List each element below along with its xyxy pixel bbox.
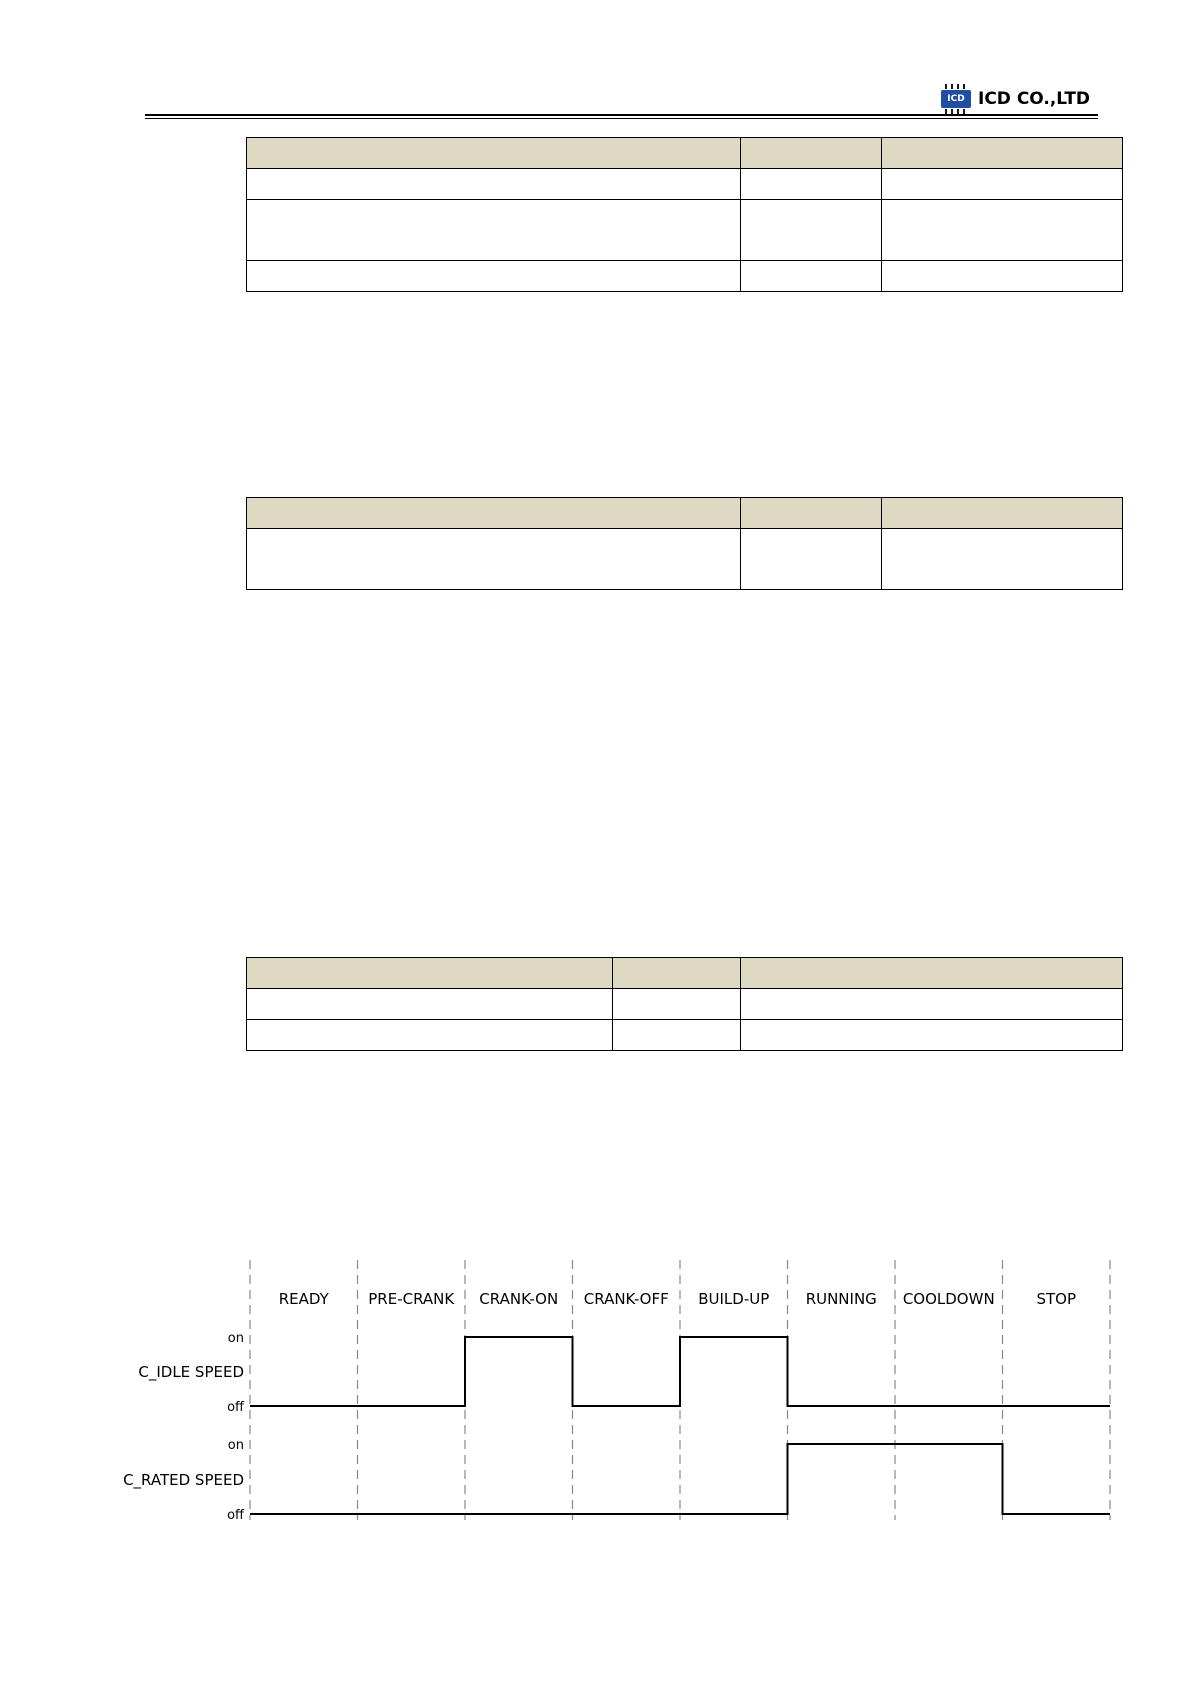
state-label: READY [278,1290,329,1308]
table-cell [882,529,1123,590]
table-cell [247,261,741,292]
table-cell [741,261,882,292]
table-header-cell [882,138,1123,169]
timing-diagram [0,1240,1190,1530]
state-label: CRANK-ON [479,1290,559,1308]
table-cell [247,1020,613,1051]
table-cell [247,200,741,261]
table-header-cell [247,958,613,989]
table-cell [882,169,1123,200]
header-rule-bottom [145,118,1098,119]
table-header-cell [613,958,741,989]
table-cell [741,1020,1123,1051]
spec-table-2 [246,497,1123,590]
table-row [247,989,1123,1020]
state-label: BUILD-UP [698,1290,770,1308]
spec-table-1 [246,137,1123,292]
signal-name: C_RATED SPEED [123,1471,244,1489]
table-cell [613,989,741,1020]
company-logo [938,84,1090,114]
table-header-row [247,958,1123,989]
table-row [247,1020,1123,1051]
table-row [247,169,1123,200]
state-label: COOLDOWN [902,1290,995,1308]
state-label: PRE-CRANK [368,1290,455,1308]
header-rule-top [145,114,1098,116]
table-cell [741,169,882,200]
table-header-row [247,138,1123,169]
table-cell [247,529,741,590]
on-label: on [227,1438,244,1453]
table-header-cell [882,498,1123,529]
table-header-cell [741,498,882,529]
state-label: RUNNING [805,1290,877,1308]
company-name: ICD CO.,LTD [978,89,1091,109]
table-cell [741,989,1123,1020]
signal-name: C_IDLE SPEED [138,1363,244,1381]
table-header-cell [741,958,1123,989]
spec-table-3 [246,957,1123,1051]
table-cell [741,529,882,590]
chip-icon [938,84,974,114]
table-header-row [247,498,1123,529]
table-row [247,529,1123,590]
table-cell [741,200,882,261]
state-label: STOP [1036,1290,1077,1308]
table-row [247,261,1123,292]
table-header-cell [247,498,741,529]
table-cell [613,1020,741,1051]
off-label: off [227,1400,244,1415]
table-cell [882,200,1123,261]
off-label: off [227,1508,244,1523]
chip-label: ICD [941,90,971,108]
table-row [247,200,1123,261]
table-header-cell [247,138,741,169]
table-cell [247,989,613,1020]
state-label: CRANK-OFF [583,1290,669,1308]
table-header-cell [741,138,882,169]
table-cell [247,169,741,200]
signal-waveform [250,1337,1110,1406]
table-cell [882,261,1123,292]
on-label: on [227,1331,244,1346]
